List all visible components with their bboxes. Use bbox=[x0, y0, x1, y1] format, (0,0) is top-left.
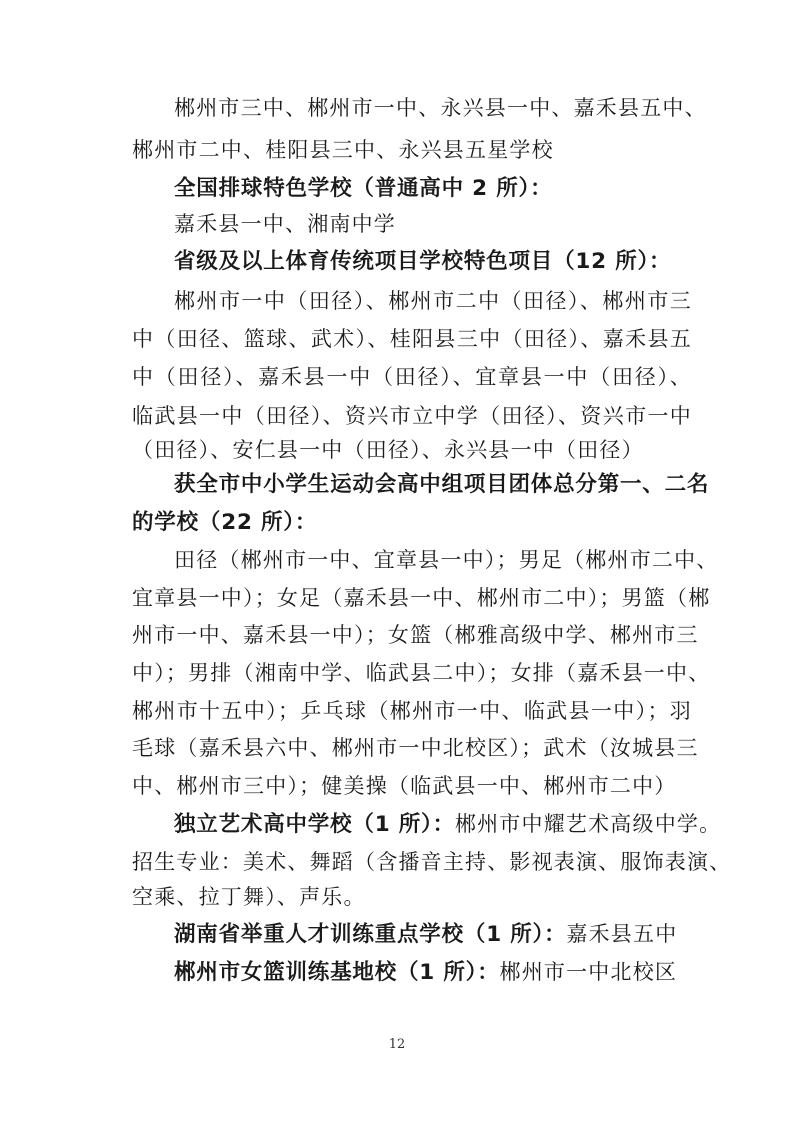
mixed-line bbox=[174, 958, 734, 987]
body-line: 中、郴州市三中）；健美操（临武县一中、郴州市二中） bbox=[132, 774, 677, 798]
body-line: 临武县一中（田径）、资兴市立中学（田径）、资兴市一中 bbox=[132, 404, 692, 428]
body-line: 郴州市二中、桂阳县三中、永兴县五星学校 bbox=[132, 138, 554, 162]
inline-heading: 湖南省举重人才训练重点学校（1 所）： bbox=[174, 922, 567, 947]
body-line: 招生专业：美术、舞蹈（含播音主持、影视表演、服饰表演、 bbox=[132, 850, 732, 874]
section-heading: 获全市中小学生运动会高中组项目团体总分第一、二名 bbox=[174, 472, 710, 497]
section-heading: 全国排球特色学校（普通高中 2 所）： bbox=[174, 176, 553, 201]
mixed-line bbox=[174, 810, 734, 839]
body-line: 中（田径、篮球、武术）、桂阳县三中（田径）、嘉禾县五 bbox=[132, 327, 692, 351]
body-line: 州市一中、嘉禾县一中）；女篮（郴雅高级中学、郴州市三 bbox=[132, 623, 699, 647]
page-number: 12 bbox=[388, 1037, 406, 1052]
body-line: 宜章县一中）；女足（嘉禾县一中、郴州市二中）；男篮（郴 bbox=[132, 586, 711, 610]
section-heading: 省级及以上体育传统项目学校特色项目（12 所）： bbox=[174, 249, 672, 274]
inline-text: 嘉禾县五中 bbox=[566, 922, 678, 946]
body-line: 郴州市三中、郴州市一中、永兴县一中、嘉禾县五中、 bbox=[174, 96, 707, 120]
body-line: 毛球（嘉禾县六中、郴州市一中北校区）；武术（汝城县三 bbox=[132, 736, 699, 760]
inline-text: 郴州市一中北校区 bbox=[499, 960, 678, 984]
body-line: 田径（郴州市一中、宜章县一中）；男足（郴州市二中、 bbox=[174, 548, 719, 572]
body-line: 中）；男排（湘南中学、临武县二中）；女排（嘉禾县一中、 bbox=[132, 661, 711, 685]
body-line: 嘉禾县一中、湘南中学 bbox=[174, 212, 396, 236]
body-line: 中（田径）、嘉禾县一中（田径）、宜章县一中（田径）、 bbox=[132, 365, 692, 389]
inline-text: 郴州市中耀艺术高级中学。 bbox=[454, 812, 722, 836]
inline-heading: 独立艺术高中学校（1 所）： bbox=[174, 812, 455, 837]
body-line: （田径）、安仁县一中（田径）、永兴县一中（田径） bbox=[132, 438, 644, 462]
body-line: 郴州市一中（田径）、郴州市二中（田径）、郴州市三 bbox=[174, 289, 692, 313]
inline-heading: 郴州市女篮训练基地校（1 所）： bbox=[174, 960, 500, 985]
body-line: 郴州市十五中）；乒乓球（郴州市一中、临武县一中）；羽 bbox=[132, 699, 692, 723]
body-line: 空乘、拉丁舞）、声乐。 bbox=[132, 885, 366, 909]
mixed-line bbox=[174, 920, 734, 949]
section-heading: 的学校（22 所）： bbox=[132, 510, 318, 535]
